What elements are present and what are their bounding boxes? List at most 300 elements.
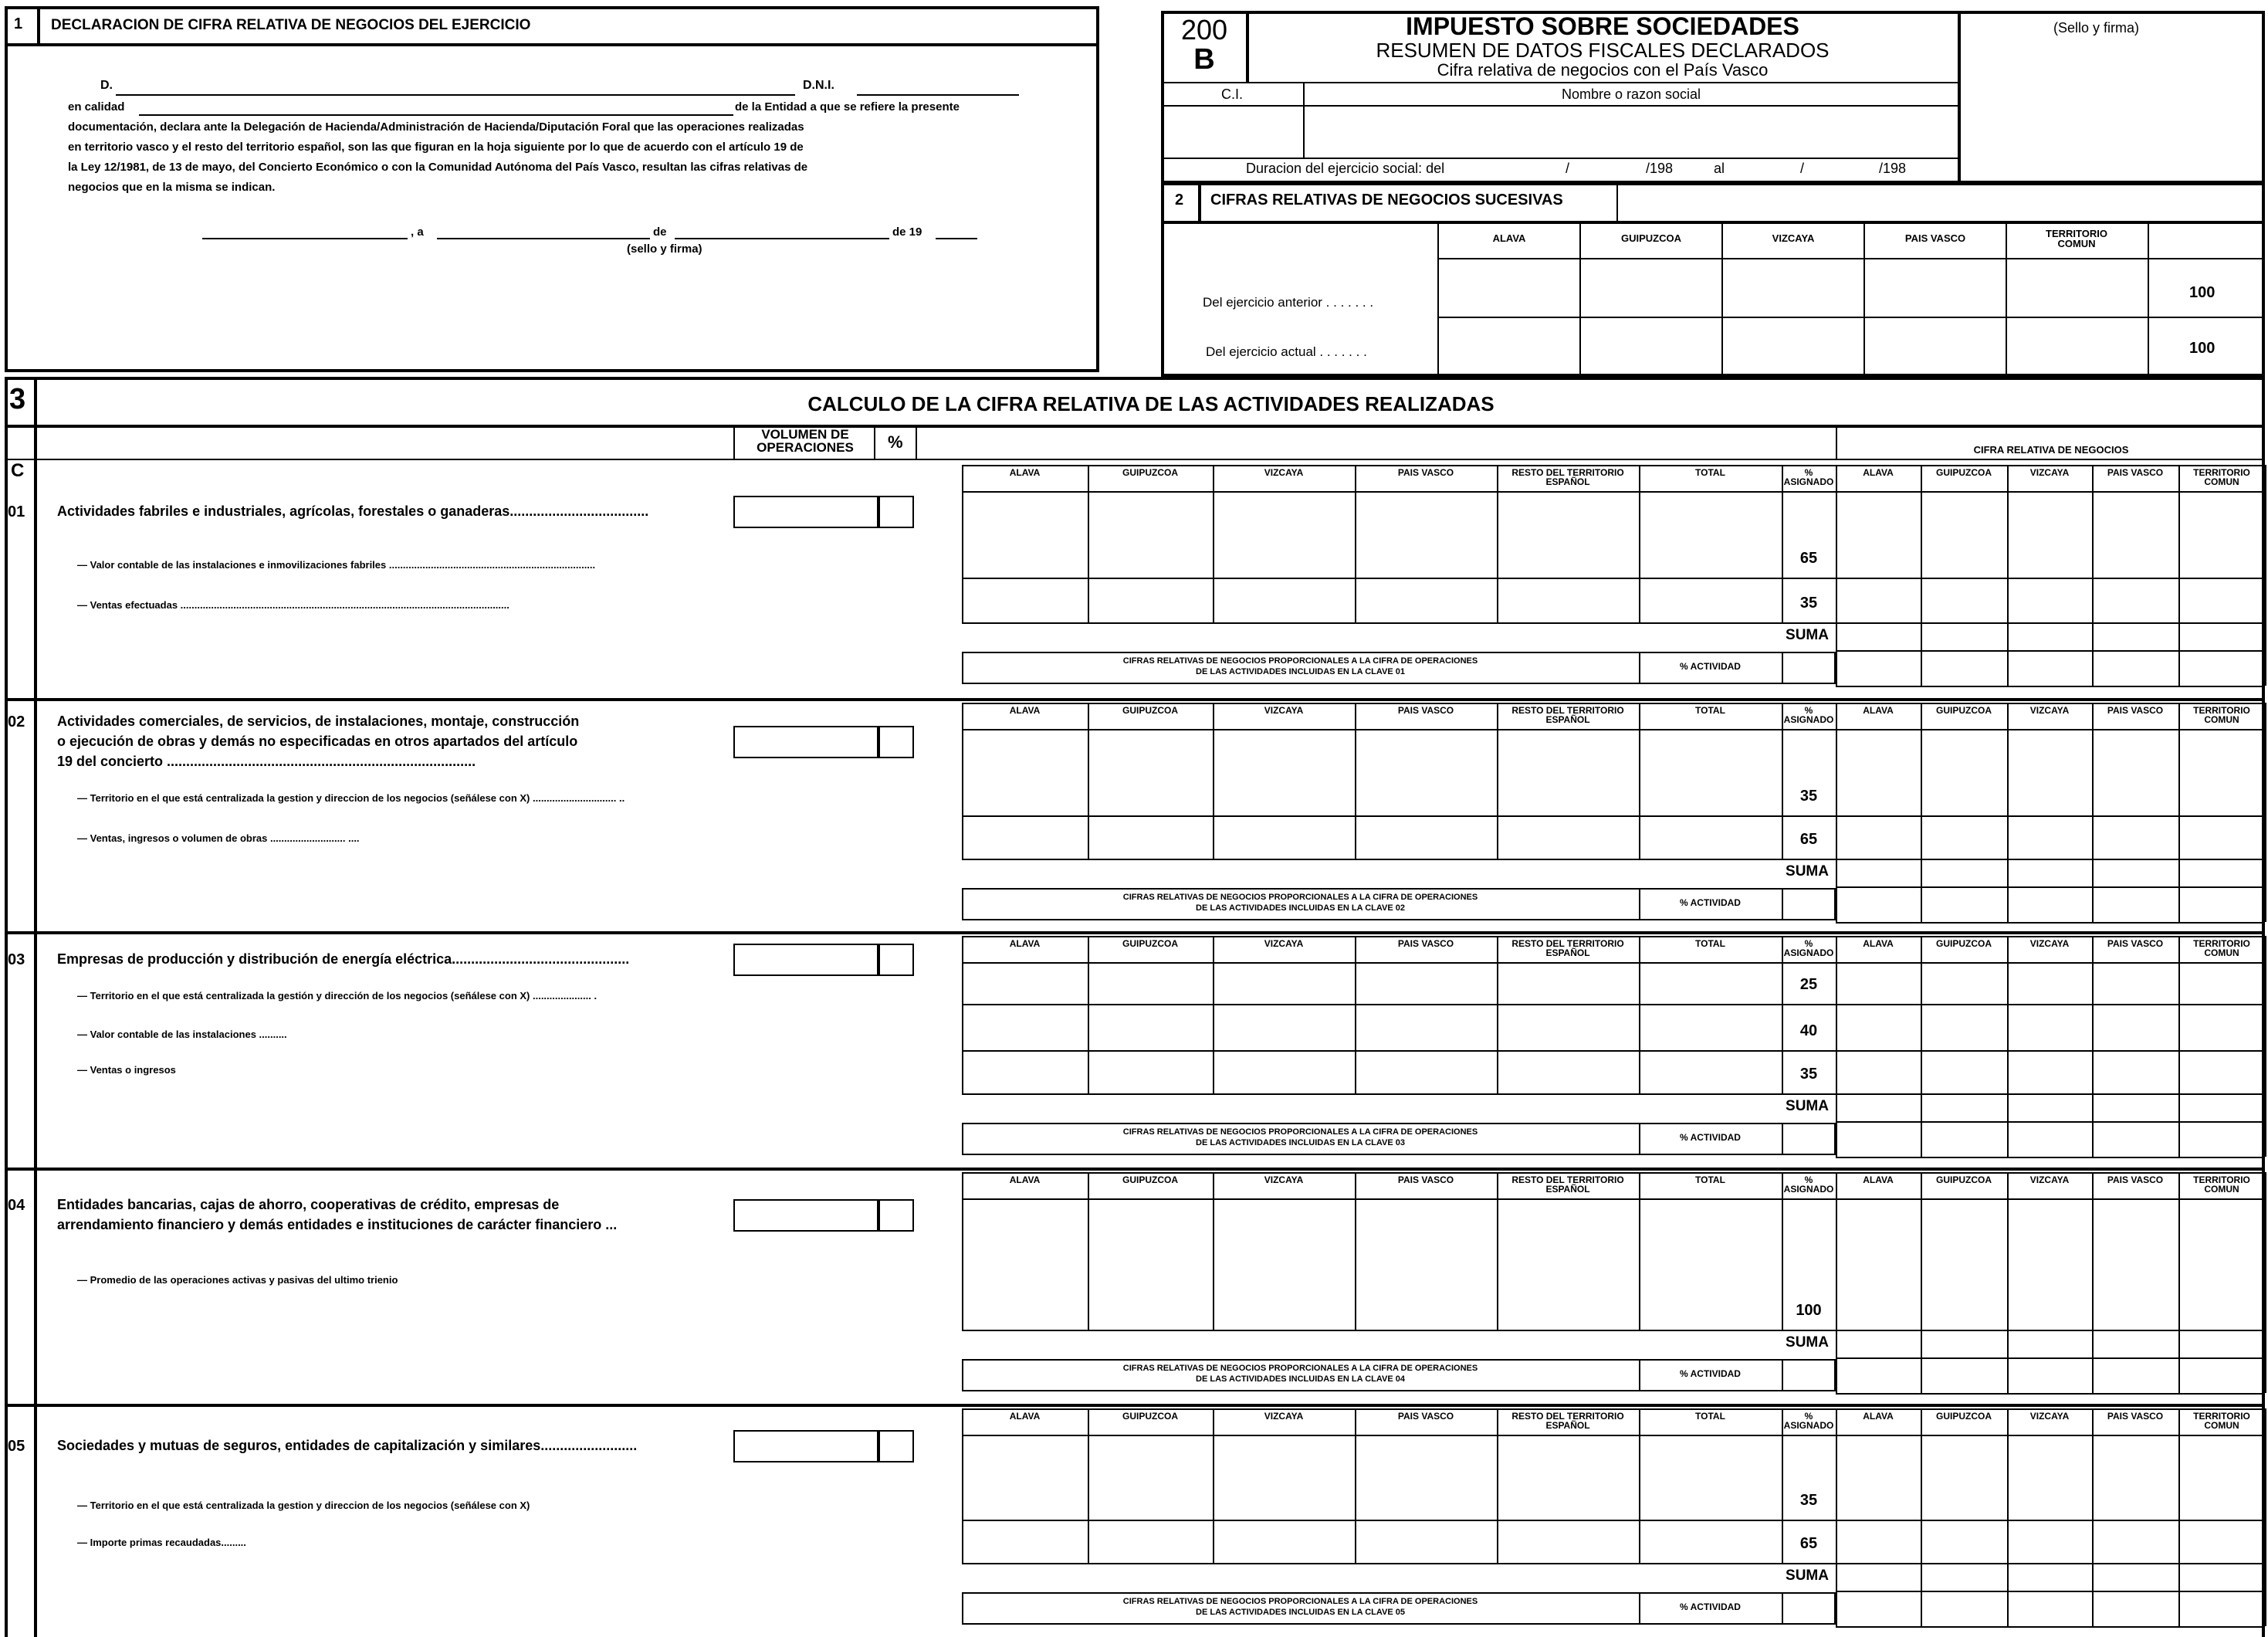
model-number: 200 bbox=[1180, 14, 1228, 46]
s2-col-alava: ALAVA bbox=[1492, 232, 1526, 244]
grid-col-header: ALAVA bbox=[1863, 938, 1894, 949]
activity-item: — Ventas efectuadas ...................................................................................................................... bbox=[77, 599, 509, 611]
ci-field[interactable] bbox=[1164, 107, 1302, 156]
grid-col-line bbox=[1782, 1408, 1783, 1563]
grid-col-header: RESTO DEL TERRITORIO ESPAÑOL bbox=[1511, 705, 1624, 725]
section-2-num-divider bbox=[1198, 182, 1201, 222]
grid-col-line bbox=[1782, 465, 1783, 622]
header-divider-a bbox=[1246, 11, 1249, 83]
grid-col-line bbox=[2265, 465, 2266, 622]
grid-col-header: ALAVA bbox=[1863, 1411, 1894, 1422]
grid-col-line bbox=[962, 936, 963, 1093]
pct-col-right bbox=[916, 425, 917, 460]
grid-col-line bbox=[962, 465, 963, 622]
grid-col-header: TOTAL bbox=[1695, 1411, 1725, 1422]
grid-col-header: ALAVA bbox=[1863, 1174, 1894, 1185]
grid-col-line bbox=[1639, 936, 1640, 1093]
s2-row-current: Del ejercicio actual . . . . . . . bbox=[1206, 344, 1367, 359]
grid-row-line bbox=[962, 1330, 2265, 1331]
percent-input[interactable] bbox=[878, 726, 914, 758]
calidad-field[interactable] bbox=[139, 114, 733, 116]
grid-col-header: TERRITORIO COMUN bbox=[2193, 705, 2250, 725]
duration-to-year: /198 bbox=[1879, 161, 1907, 176]
s2-current-total: 100 bbox=[2189, 340, 2216, 357]
grid-col-line bbox=[1213, 1408, 1214, 1563]
section-3-subheader-line bbox=[5, 459, 2265, 460]
year-field[interactable] bbox=[936, 238, 977, 239]
grid-col-line bbox=[1836, 465, 1837, 622]
prop-label: CIFRAS RELATIVAS DE NEGOCIOS PROPORCIONALES A LA CIFRA DE OPERACIONES bbox=[1122, 893, 1478, 902]
block-separator bbox=[5, 931, 2265, 934]
s2-col-vizcaya: VIZCAYA bbox=[1772, 232, 1815, 244]
duration-al: al bbox=[1714, 161, 1725, 176]
grid-col-header: GUIPUZCOA bbox=[1122, 705, 1178, 716]
grid-col-line bbox=[2178, 465, 2180, 622]
grid-col-line bbox=[1836, 1408, 1837, 1563]
pct-actividad-label: % ACTIVIDAD bbox=[1680, 661, 1741, 672]
activity-title: Sociedades y mutuas de seguros, entidades de capitalización y similares......................... bbox=[57, 1438, 638, 1453]
grid-col-header: VIZCAYA bbox=[2029, 705, 2070, 716]
suma-col-line bbox=[1836, 1330, 1837, 1393]
s2-row-line bbox=[1437, 317, 2265, 318]
suma-label: SUMA bbox=[1786, 1098, 1829, 1114]
section-3-number: 3 bbox=[9, 383, 26, 415]
pct-actividad-field[interactable] bbox=[1783, 1361, 1834, 1390]
duration-label: Duracion del ejercicio social: del bbox=[1246, 161, 1445, 176]
grid-col-header: GUIPUZCOA bbox=[1936, 938, 1992, 949]
grid-col-line bbox=[1355, 703, 1356, 859]
header-row-line-1 bbox=[1161, 82, 1959, 83]
volume-input[interactable] bbox=[733, 726, 878, 758]
stamp-signature-label: (Sello y firma) bbox=[2053, 20, 2140, 36]
grid-col-header: PAIS VASCO bbox=[1397, 938, 1454, 949]
grid-col-line bbox=[2007, 465, 2009, 622]
suma-col-line bbox=[2007, 622, 2009, 686]
month-field[interactable] bbox=[675, 238, 889, 239]
grid-header-line bbox=[962, 491, 2265, 493]
pct-actividad-field[interactable] bbox=[1783, 653, 1834, 683]
entidad-text: de la Entidad a que se refiere la presente bbox=[735, 100, 960, 114]
grid-col-line bbox=[2092, 1408, 2094, 1563]
s2-col-2 bbox=[1721, 222, 1723, 377]
signature-note: (sello y firma) bbox=[627, 242, 702, 256]
grid-col-line bbox=[2007, 1408, 2009, 1563]
s2-col-5 bbox=[2148, 222, 2149, 377]
ci-label: C.I. bbox=[1221, 86, 1244, 102]
suma-label: SUMA bbox=[1786, 627, 1829, 643]
prop-clave: DE LAS ACTIVIDADES INCLUIDAS EN LA CLAVE 01 bbox=[1196, 667, 1405, 676]
grid-col-header: VIZCAYA bbox=[1264, 467, 1304, 478]
grid-col-line bbox=[1088, 1408, 1089, 1563]
grid-col-line bbox=[962, 703, 963, 859]
pct-actividad-label: % ACTIVIDAD bbox=[1680, 897, 1741, 908]
activity-item: — Ventas o ingresos bbox=[77, 1064, 176, 1076]
section-2-title-end bbox=[1616, 182, 1618, 222]
grid-col-line bbox=[1921, 1408, 1922, 1563]
grid-col-header: GUIPUZCOA bbox=[1936, 467, 1992, 478]
grid-col-header: PAIS VASCO bbox=[1397, 467, 1454, 478]
suma-col-line bbox=[1836, 1093, 1837, 1157]
grid-col-header: % ASIGNADO bbox=[1783, 938, 1834, 958]
activity-title: Actividades fabriles e industriales, agrícolas, forestales o ganaderas.................................... bbox=[57, 503, 649, 519]
grid-col-header: ALAVA bbox=[1009, 705, 1041, 716]
assigned-percent: 100 bbox=[1796, 1302, 1822, 1319]
grid-col-line bbox=[1497, 1172, 1498, 1330]
grid-col-header: TOTAL bbox=[1695, 467, 1725, 478]
assigned-percent: 65 bbox=[1799, 1535, 1818, 1552]
duration-to-sep: / bbox=[1800, 161, 1805, 176]
grid-col-header: VIZCAYA bbox=[1264, 705, 1304, 716]
grid-col-header: TERRITORIO COMUN bbox=[2193, 1174, 2250, 1195]
prop-clave: DE LAS ACTIVIDADES INCLUIDAS EN LA CLAVE 03 bbox=[1196, 1138, 1405, 1147]
declaration-line-3: la Ley 12/1981, de 13 de mayo, del Concierto Económico o con la Comunidad Autónoma del País Vasco, resultan las cifras relativas de bbox=[68, 161, 808, 174]
form-title: IMPUESTO SOBRE SOCIEDADES bbox=[1406, 12, 1799, 40]
volumen-col-left bbox=[733, 425, 735, 460]
grid-col-line bbox=[1355, 465, 1356, 622]
activity-item: — Promedio de las operaciones activas y pasivas del ultimo trienio bbox=[77, 1274, 398, 1286]
grid-row-line bbox=[962, 1563, 2265, 1564]
suma-col-line bbox=[2178, 622, 2180, 686]
grid-col-line bbox=[2265, 1172, 2266, 1330]
grid-col-line bbox=[1639, 703, 1640, 859]
suma-col-line bbox=[2092, 1330, 2094, 1393]
declaration-line-1: documentación, declara ante la Delegación de Hacienda/Administración de Hacienda/Diputación Foral que las operaciones realizadas bbox=[68, 120, 804, 134]
activity-code: 02 bbox=[8, 713, 25, 730]
grid-row-line bbox=[962, 1050, 2265, 1052]
grid-col-header: RESTO DEL TERRITORIO ESPAÑOL bbox=[1511, 1411, 1624, 1431]
grid-col-line bbox=[1355, 1172, 1356, 1330]
volume-input[interactable] bbox=[733, 1199, 878, 1232]
grid-col-line bbox=[1213, 936, 1214, 1093]
grid-header-line bbox=[962, 962, 2265, 964]
de-label: de bbox=[653, 225, 667, 239]
grid-col-line bbox=[1836, 703, 1837, 859]
activity-item: — Territorio en el que está centralizada la gestion y direccion de los negocios (señálese con X) bbox=[77, 1500, 530, 1511]
s2-col-territorio-comun: TERRITORIO COMUN bbox=[2046, 228, 2107, 249]
grid-col-header: VIZCAYA bbox=[2029, 938, 2070, 949]
percent-input[interactable] bbox=[878, 1430, 914, 1462]
grid-col-header: RESTO DEL TERRITORIO ESPAÑOL bbox=[1511, 938, 1624, 958]
activity-code: 05 bbox=[8, 1438, 25, 1455]
grid-col-header: % ASIGNADO bbox=[1783, 1174, 1834, 1195]
assigned-percent: 65 bbox=[1799, 831, 1818, 848]
grid-top-line bbox=[962, 1172, 2265, 1174]
grid-col-header: TERRITORIO COMUN bbox=[2193, 938, 2250, 958]
grid-col-header: PAIS VASCO bbox=[1397, 1411, 1454, 1422]
grid-col-line bbox=[1639, 465, 1640, 622]
grid-row-line bbox=[962, 622, 2265, 624]
s2-col-1 bbox=[1579, 222, 1581, 377]
s2-col-0 bbox=[1437, 222, 1439, 377]
prop-label: CIFRAS RELATIVAS DE NEGOCIOS PROPORCIONALES A LA CIFRA DE OPERACIONES bbox=[1122, 1127, 1478, 1137]
suma-col-line bbox=[1836, 1563, 1837, 1626]
grid-col-header: VIZCAYA bbox=[2029, 1174, 2070, 1185]
grid-col-line bbox=[2092, 936, 2094, 1093]
grid-col-header: PAIS VASCO bbox=[2107, 938, 2164, 949]
suma-bottom-line bbox=[1836, 650, 2265, 652]
activity-title: o ejecución de obras y demás no especificadas en otros apartados del artículo bbox=[57, 734, 578, 749]
grid-col-header: ALAVA bbox=[1009, 938, 1041, 949]
percent-input[interactable] bbox=[878, 496, 914, 528]
grid-col-header: VIZCAYA bbox=[1264, 1411, 1304, 1422]
grid-header-line bbox=[962, 1198, 2265, 1200]
pct-actividad-label: % ACTIVIDAD bbox=[1680, 1601, 1741, 1612]
grid-col-header: TERRITORIO COMUN bbox=[2193, 467, 2250, 487]
activity-code: 03 bbox=[8, 951, 25, 968]
suma-col-line bbox=[1921, 1330, 1922, 1393]
grid-top-line bbox=[962, 1408, 2265, 1410]
assigned-percent: 35 bbox=[1799, 788, 1818, 805]
grid-col-header: GUIPUZCOA bbox=[1122, 1411, 1178, 1422]
grid-col-line bbox=[1836, 1172, 1837, 1330]
grid-col-header: VIZCAYA bbox=[1264, 938, 1304, 949]
grid-col-header: % ASIGNADO bbox=[1783, 1411, 1834, 1431]
grid-col-header: GUIPUZCOA bbox=[1936, 1411, 1992, 1422]
suma-col-line bbox=[2007, 1563, 2009, 1626]
grid-col-line bbox=[2178, 1172, 2180, 1330]
pct-actividad-label: % ACTIVIDAD bbox=[1680, 1368, 1741, 1379]
activity-item: — Ventas, ingresos o volumen de obras ........................... .... bbox=[77, 832, 360, 844]
suma-col-line bbox=[1921, 859, 1922, 922]
grid-top-line bbox=[962, 936, 2265, 937]
prop-bottom-line bbox=[1836, 1157, 2265, 1158]
section-1-number: 1 bbox=[14, 15, 23, 32]
grid-col-line bbox=[1782, 703, 1783, 859]
grid-col-line bbox=[2092, 1172, 2094, 1330]
grid-col-line bbox=[2178, 1408, 2180, 1563]
suma-col-line bbox=[2265, 859, 2266, 922]
suma-col-line bbox=[2265, 622, 2266, 686]
prop-bottom-line bbox=[1836, 686, 2265, 687]
grid-col-header: TOTAL bbox=[1695, 1174, 1725, 1185]
grid-col-line bbox=[1836, 936, 1837, 1093]
suma-col-line bbox=[1921, 1093, 1922, 1157]
assigned-percent: 35 bbox=[1799, 595, 1818, 612]
declarant-name-field[interactable] bbox=[116, 94, 795, 96]
grid-col-line bbox=[2007, 936, 2009, 1093]
suma-col-line bbox=[2265, 1563, 2266, 1626]
grid-col-header: VIZCAYA bbox=[2029, 1411, 2070, 1422]
a-label: , a bbox=[411, 225, 424, 239]
volumen-col-right bbox=[874, 425, 875, 460]
declarant-name-label: D. bbox=[100, 79, 113, 92]
suma-col-line bbox=[1836, 859, 1837, 922]
grid-col-line bbox=[962, 1408, 963, 1563]
prop-clave: DE LAS ACTIVIDADES INCLUIDAS EN LA CLAVE 04 bbox=[1196, 1374, 1405, 1384]
suma-col-line bbox=[2178, 859, 2180, 922]
percent-input[interactable] bbox=[878, 1199, 914, 1232]
pct-actividad-label: % ACTIVIDAD bbox=[1680, 1132, 1741, 1143]
suma-col-line bbox=[2007, 859, 2009, 922]
grid-col-line bbox=[1921, 936, 1922, 1093]
grid-col-line bbox=[1355, 936, 1356, 1093]
activity-item: — Territorio en el que está centralizada la gestion y direccion de los negocios (señálese con X) .............................. .. bbox=[77, 792, 625, 804]
place-field[interactable] bbox=[202, 238, 408, 239]
prop-bottom-line bbox=[1836, 1393, 2265, 1395]
grid-row-line bbox=[962, 859, 2265, 860]
suma-bottom-line bbox=[1836, 1591, 2265, 1592]
grid-col-line bbox=[2265, 1408, 2266, 1563]
grid-row-line bbox=[962, 1093, 2265, 1095]
pct-actividad-field[interactable] bbox=[1783, 1594, 1834, 1623]
section-3-title-divider bbox=[5, 425, 2265, 428]
grid-col-header: GUIPUZCOA bbox=[1122, 467, 1178, 478]
column-c-label: C bbox=[11, 460, 25, 481]
grid-header-line bbox=[962, 1435, 2265, 1436]
activity-code: 04 bbox=[8, 1197, 25, 1214]
suma-col-line bbox=[2092, 1093, 2094, 1157]
grid-col-line bbox=[1088, 936, 1089, 1093]
assigned-percent: 65 bbox=[1799, 550, 1818, 567]
suma-col-line bbox=[2007, 1330, 2009, 1393]
grid-col-header: TOTAL bbox=[1695, 938, 1725, 949]
suma-col-line bbox=[2007, 1093, 2009, 1157]
grid-col-line bbox=[1088, 465, 1089, 622]
grid-col-line bbox=[1782, 1172, 1783, 1330]
grid-col-header: RESTO DEL TERRITORIO ESPAÑOL bbox=[1511, 467, 1624, 487]
grid-col-header: ALAVA bbox=[1009, 1174, 1041, 1185]
grid-col-line bbox=[1497, 703, 1498, 859]
grid-col-header: GUIPUZCOA bbox=[1936, 705, 1992, 716]
s2-col-pais-vasco: PAIS VASCO bbox=[1904, 232, 1966, 244]
de19-label: de 19 bbox=[892, 225, 922, 239]
company-name-field[interactable] bbox=[1306, 107, 1956, 156]
suma-bottom-line bbox=[1836, 886, 2265, 888]
suma-col-line bbox=[2092, 859, 2094, 922]
grid-col-header: PAIS VASCO bbox=[2107, 705, 2164, 716]
grid-col-header: PAIS VASCO bbox=[2107, 1411, 2164, 1422]
declaration-line-4: negocios que en la misma se indican. bbox=[68, 181, 276, 194]
duration-from-sep: / bbox=[1566, 161, 1570, 176]
grid-col-header: GUIPUZCOA bbox=[1122, 938, 1178, 949]
suma-col-line bbox=[2178, 1563, 2180, 1626]
suma-label: SUMA bbox=[1786, 1334, 1829, 1351]
pct-actividad-field[interactable] bbox=[1783, 1124, 1834, 1154]
grid-col-header: PAIS VASCO bbox=[2107, 1174, 2164, 1185]
grid-col-header: ALAVA bbox=[1863, 467, 1894, 478]
assigned-percent: 25 bbox=[1799, 976, 1818, 993]
section-1-title: DECLARACION DE CIFRA RELATIVA DE NEGOCIOS DEL EJERCICIO bbox=[51, 17, 531, 33]
prop-label: CIFRAS RELATIVAS DE NEGOCIOS PROPORCIONALES A LA CIFRA DE OPERACIONES bbox=[1122, 1597, 1478, 1606]
dni-field[interactable] bbox=[857, 94, 1019, 96]
grid-row-line bbox=[962, 578, 2265, 579]
grid-col-header: % ASIGNADO bbox=[1783, 467, 1834, 487]
grid-header-line bbox=[962, 729, 2265, 730]
suma-col-line bbox=[2178, 1330, 2180, 1393]
grid-col-line bbox=[1213, 1172, 1214, 1330]
grid-row-line bbox=[962, 1004, 2265, 1005]
s2-col-4 bbox=[2006, 222, 2007, 377]
calidad-label: en calidad bbox=[68, 100, 125, 114]
section-2-title: CIFRAS RELATIVAS DE NEGOCIOS SUCESIVAS bbox=[1210, 191, 1563, 208]
grid-col-header: GUIPUZCOA bbox=[1122, 1174, 1178, 1185]
prop-clave: DE LAS ACTIVIDADES INCLUIDAS EN LA CLAVE 02 bbox=[1196, 903, 1405, 913]
assigned-percent: 40 bbox=[1799, 1022, 1818, 1039]
activity-code: 01 bbox=[8, 503, 25, 520]
grid-col-header: TOTAL bbox=[1695, 705, 1725, 716]
activity-item: — Valor contable de las instalaciones .......... bbox=[77, 1029, 287, 1040]
grid-top-line bbox=[962, 465, 2265, 466]
form-subtitle: RESUMEN DE DATOS FISCALES DECLARADOS bbox=[1376, 39, 1830, 62]
section-1-num-divider bbox=[37, 6, 40, 45]
cifra-relativa-header: CIFRA RELATIVA DE NEGOCIOS bbox=[1973, 444, 2129, 456]
activity-item: — Valor contable de las instalaciones e inmovilizaciones fabriles .......................................................................... bbox=[77, 559, 596, 571]
grid-row-line bbox=[962, 815, 2265, 817]
grid-col-header: ALAVA bbox=[1863, 705, 1894, 716]
company-name-label: Nombre o razon social bbox=[1561, 86, 1701, 102]
grid-col-line bbox=[2178, 936, 2180, 1093]
header-row-line-3 bbox=[1161, 158, 1959, 159]
dni-label: D.N.I. bbox=[803, 79, 834, 92]
grid-row-line bbox=[962, 1520, 2265, 1521]
section-1-title-divider bbox=[5, 43, 1099, 46]
volume-input[interactable] bbox=[733, 1430, 878, 1462]
day-field[interactable] bbox=[437, 238, 650, 239]
suma-bottom-line bbox=[1836, 1121, 2265, 1123]
volume-input[interactable] bbox=[733, 944, 878, 976]
suma-col-line bbox=[2092, 1563, 2094, 1626]
section-3-num-divider bbox=[34, 377, 37, 1637]
activity-title: 19 del concierto ................................................................................ bbox=[57, 754, 476, 769]
grid-col-header: PAIS VASCO bbox=[1397, 1174, 1454, 1185]
assigned-percent: 35 bbox=[1799, 1066, 1818, 1083]
duration-from-year: /198 bbox=[1646, 161, 1674, 176]
grid-col-header: % ASIGNADO bbox=[1783, 705, 1834, 725]
prop-clave: DE LAS ACTIVIDADES INCLUIDAS EN LA CLAVE 05 bbox=[1196, 1608, 1405, 1617]
model-letter: B bbox=[1193, 43, 1215, 76]
block-separator bbox=[5, 698, 2265, 701]
grid-col-line bbox=[2265, 936, 2266, 1093]
suma-col-line bbox=[2265, 1330, 2266, 1393]
grid-col-line bbox=[1921, 1172, 1922, 1330]
pct-actividad-field[interactable] bbox=[1783, 890, 1834, 919]
volumen-header: VOLUMEN DE OPERACIONES bbox=[757, 427, 854, 455]
activity-item: — Territorio en el que está centralizada la gestión y dirección de los negocios (señálese con X) ..................... . bbox=[77, 990, 597, 1002]
block-separator bbox=[5, 1168, 2265, 1171]
grid-col-line bbox=[2007, 1172, 2009, 1330]
grid-col-header: VIZCAYA bbox=[2029, 467, 2070, 478]
grid-col-header: GUIPUZCOA bbox=[1936, 1174, 1992, 1185]
activity-item: — Importe primas recaudadas......... bbox=[77, 1537, 246, 1548]
prop-bottom-line bbox=[1836, 1626, 2265, 1628]
grid-col-header: PAIS VASCO bbox=[2107, 467, 2164, 478]
activity-title: Empresas de producción y distribución de energía eléctrica.............................................. bbox=[57, 951, 630, 967]
s2-col-3 bbox=[1863, 222, 1865, 377]
suma-label: SUMA bbox=[1786, 1568, 1829, 1584]
section-2-title-divider bbox=[1161, 221, 2265, 224]
grid-col-header: VIZCAYA bbox=[1264, 1174, 1304, 1185]
grid-col-line bbox=[1497, 936, 1498, 1093]
suma-col-line bbox=[1836, 622, 1837, 686]
s2-header-line bbox=[1437, 258, 2265, 259]
grid-col-line bbox=[1213, 703, 1214, 859]
prop-label: CIFRAS RELATIVAS DE NEGOCIOS PROPORCIONALES A LA CIFRA DE OPERACIONES bbox=[1122, 1364, 1478, 1373]
percent-input[interactable] bbox=[878, 944, 914, 976]
grid-col-line bbox=[1639, 1408, 1640, 1563]
s2-row-previous: Del ejercicio anterior . . . . . . . bbox=[1203, 295, 1374, 310]
grid-col-header: ALAVA bbox=[1009, 1411, 1041, 1422]
block-separator bbox=[5, 1404, 2265, 1407]
grid-col-line bbox=[1497, 1408, 1498, 1563]
grid-col-line bbox=[1088, 1172, 1089, 1330]
prop-bottom-line bbox=[1836, 922, 2265, 924]
activity-title: arrendamiento financiero y demás entidades e instituciones de carácter financiero ... bbox=[57, 1217, 618, 1232]
assigned-percent: 35 bbox=[1799, 1492, 1818, 1509]
suma-col-line bbox=[1921, 622, 1922, 686]
activity-title: Entidades bancarias, cajas de ahorro, cooperativas de crédito, empresas de bbox=[57, 1197, 560, 1212]
s2-previous-total: 100 bbox=[2189, 284, 2216, 301]
volume-input[interactable] bbox=[733, 496, 878, 528]
